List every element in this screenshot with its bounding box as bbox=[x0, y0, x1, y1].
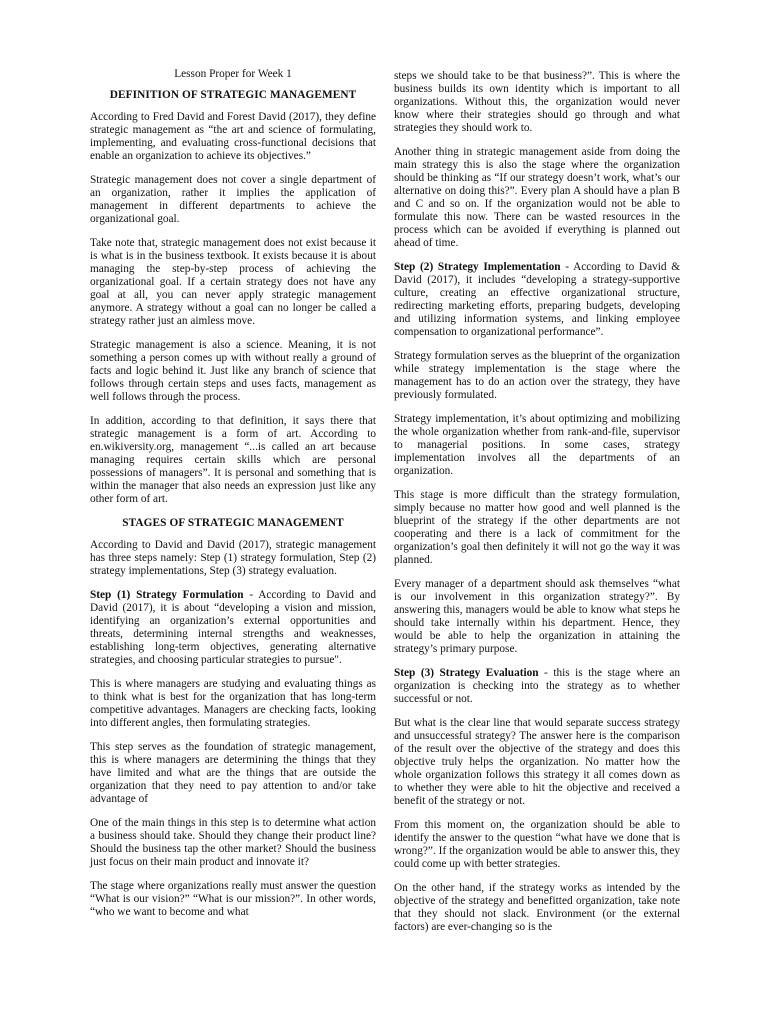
step-2-title: Step (2) Strategy Implementation bbox=[394, 261, 561, 273]
paragraph-continued: The stage where organizations really must answer the question “What is our vision?” “What is our mission?”. In other words, “who we want to become and what bbox=[90, 880, 376, 918]
step-1-text: - According to David and David (2017), it is about “developing a vision and mission, identifying an organization’s external opportunities and threats, determining internal strengths and weaknesses, establishing long-term objectives, generating alternative strategies, and choosing particular strategies to pursue". bbox=[90, 589, 376, 666]
lesson-label: Lesson Proper for Week 1 bbox=[174, 68, 292, 80]
paragraph: Strategy formulation serves as the blueprint of the organization while strategy implementation is the stage where the management has to do an action over the strategy, they have previously formulated. bbox=[394, 350, 680, 401]
step-1-paragraph bbox=[90, 589, 376, 667]
step-3-title: Step (3) Strategy Evaluation bbox=[394, 667, 539, 679]
step-3-text: - this is the stage where an organization is checking into the strategy as to whether successful or not. bbox=[394, 667, 680, 705]
paragraph-continued: On the other hand, if the strategy works as intended by the objective of the strategy and benefitted organization, take note that they should not slack. Environment (or the external factors) are ever-changing so is the bbox=[394, 882, 680, 933]
paragraph: From this moment on, the organization should be able to identify the answer to the question “what have we done that is wrong?”. If the organization would be able to answer this, they could come up with better strategies. bbox=[394, 819, 680, 870]
step-3-paragraph bbox=[394, 667, 680, 706]
paragraph: Another thing in strategic management aside from doing the main strategy this is also the stage where the organization should be thinking as “If our strategy doesn’t work, what’s our alternative on doing this?”. Every plan A should have a plan B and C and so on. If the organization would not be able to formulate this now. There can be wasted resources in the process which can be avoided if everything is planned out ahead of time. bbox=[394, 146, 680, 249]
step-2-paragraph bbox=[394, 261, 680, 339]
paragraph: This stage is more difficult than the strategy formulation, simply because no matter how good and well planned is the blueprint of the strategy if the other departments are not cooperating and there is a lack of commitment for the organization’s goal then definitely it will not go the way it was planned. bbox=[394, 489, 680, 566]
right-column bbox=[394, 70, 681, 933]
step-1-title: Step (1) Strategy Formulation bbox=[90, 589, 244, 601]
paragraph: According to David and David (2017), strategic management has three steps namely: Step (1) strategy formulation, Step (2) strategy implementations, Step (3) strategy evaluation. bbox=[90, 539, 376, 577]
heading-definition: DEFINITION OF STRATEGIC MANAGEMENT bbox=[109, 89, 357, 101]
step-2-text: - According to David & David (2017), it includes “developing a strategy-supportive culture, creating an effective organizational structure, redirecting marketing efforts, preparing budgets, developing and utilizing information systems, and linking employee compensation to organizational performance”. bbox=[394, 261, 681, 338]
paragraph: But what is the clear line that would separate success strategy and unsuccessful strategy? The answer here is the comparison of the result over the objective of the strategy and does this objective truly helps the organization. No matter how the whole organization follows this strategy it all comes down as to whether they were able to hit the objective and received a benefit of the strategy or not. bbox=[394, 717, 680, 807]
paragraph: This is where managers are studying and evaluating things as to think what is best for the organization that has long-term competitive advantages. Managers are checking facts, looking into different angles, then formulating strategies. bbox=[90, 678, 376, 729]
left-column bbox=[90, 68, 376, 916]
paragraph: Every manager of a department should ask themselves “what is our involvement in this organization strategy?”. By answering this, managers would be able to know what steps he should take internally within his department. Hence, they would be able to help the organization in attaining the strategy’s primary purpose. bbox=[394, 578, 680, 655]
paragraph: Take note that, strategic management does not exist because it is what is in the business textbook. It exists because it is about managing the step-by-step process of achieving the organizational goal. If a certain strategy does not have any goal at all, you can never apply strategic management anymore. A strategy without a goal can no longer be called a strategy rather just an aimless move. bbox=[90, 237, 376, 327]
paragraph: One of the main things in this step is to determine what action a business should take. Should they change their product line? Should the business tap the other market? Should the business just focus on their main product and innovate it? bbox=[90, 817, 376, 868]
paragraph: According to Fred David and Forest David (2017), they define strategic management as “the art and science of formulating, implementing, and evaluating cross-functional decisions that enable an organization to achieve its objectives.” bbox=[90, 111, 376, 162]
paragraph: This step serves as the foundation of strategic management, this is where managers are determining the things that they have limited and what are the things that are outside the organization that they need to pay attention to and/or take advantage of bbox=[90, 741, 376, 805]
paragraph: steps we should take to be that business?”. This is where the business builds its own identity which is important to all organizations. Without this, the organization would never know where their strategies should go through and what strategies they should work to. bbox=[394, 70, 680, 134]
paragraph: Strategic management does not cover a single department of an organization, rather it implies the application of management in different departments to achieve the organizational goal. bbox=[90, 174, 376, 225]
paragraph: Strategic management is also a science. Meaning, it is not something a person comes up with without really a ground of facts and logic behind it. Just like any branch of science that follows through certain steps and uses facts, management as well follows through the process. bbox=[90, 339, 376, 403]
heading-stages: STAGES OF STRATEGIC MANAGEMENT bbox=[122, 517, 344, 529]
paragraph: In addition, according to that definition, it says there that strategic management is a form of art. According to en.wikiversity.org, management “...is called an art because managing requires certain skills which are personal possessions of managers”. It is personal and something that is within the manager that also needs an expression just like any other form of art. bbox=[90, 415, 376, 505]
paragraph: Strategy implementation, it’s about optimizing and mobilizing the whole organization whether from rank-and-file, supervisor to managerial positions. In some cases, strategy implementation involves all the departments of an organization. bbox=[394, 413, 680, 477]
